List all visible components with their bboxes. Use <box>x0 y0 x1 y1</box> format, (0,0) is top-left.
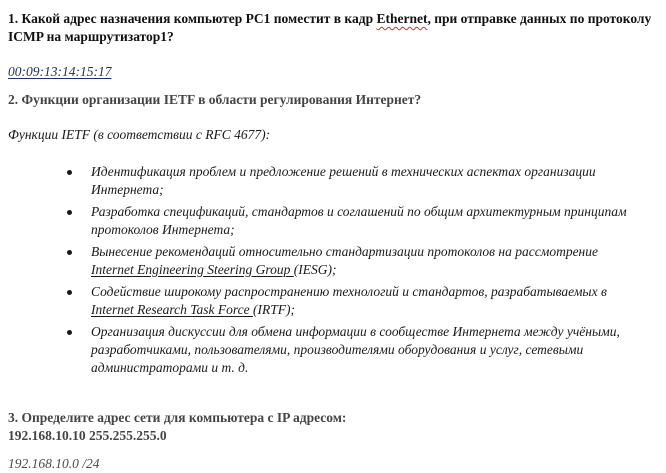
bullet-dot-icon <box>67 250 72 255</box>
irtf-link-text: Internet Research Task Force <box>91 301 253 317</box>
question-2-intro: Функции IETF (в соответствии с RFC 4677): <box>8 127 271 142</box>
list-item <box>8 163 656 199</box>
iesg-link-text: Internet Engineering Steering Group <box>91 261 294 277</box>
bullet-dot-icon <box>67 210 72 215</box>
list-item-text-pre: Вынесение рекомендаций относительно стандартизации протоколов на рассмотрение <box>91 243 599 259</box>
list-item <box>8 203 656 239</box>
question-3-answer: 192.168.10.0 /24 <box>8 455 100 471</box>
question-1-title-post: , при отправке данных по протоколу ICMP на маршрутизатор1? <box>8 11 652 44</box>
question-1-title <box>8 10 656 46</box>
list-item-text-pre: Содействие широкому распространению технологий и стандартов, разрабатываемых в <box>91 283 607 299</box>
list-item-text: Организация дискуссии для обмена информации в сообществе Интернета между учёными, разработчиками, пользователями, производителями оборудования и услуг, сетевыми администраторами и т. д. <box>91 323 620 375</box>
bullet-dot-icon <box>67 170 72 175</box>
bullet-dot-icon <box>67 290 72 295</box>
question-2-title: 2. Функции организации IETF в области регулирования Интернет? <box>8 92 422 107</box>
question-1-title-pre: 1. Какой адрес назначения компьютер PC1 поместит в кадр <box>8 11 377 26</box>
question-3-ip-address: 192.168.10.10 255.255.255.0 <box>8 427 167 443</box>
list-item <box>8 323 656 377</box>
question-1-title-ethernet: Ethernet <box>376 11 428 26</box>
list-item <box>8 243 656 279</box>
list-item-text-post: (IRTF); <box>252 301 295 317</box>
list-item-text: Разработка спецификаций, стандартов и соглашений по общим архитектурным принципам протоколов Интернета; <box>91 203 627 237</box>
list-item-text: Идентификация проблем и предложение решений в технических аспектах организации Интернета; <box>91 163 596 197</box>
list-item-text-post: (IESG); <box>293 261 337 277</box>
ietf-functions-list <box>8 163 656 377</box>
list-item <box>8 283 656 319</box>
question-1-answer: 00:09:13:14:15:17 <box>8 64 112 79</box>
question-3-title: 3. Определите адрес сети для компьютера с IP адресом: <box>8 409 347 425</box>
bullet-dot-icon <box>67 330 72 335</box>
